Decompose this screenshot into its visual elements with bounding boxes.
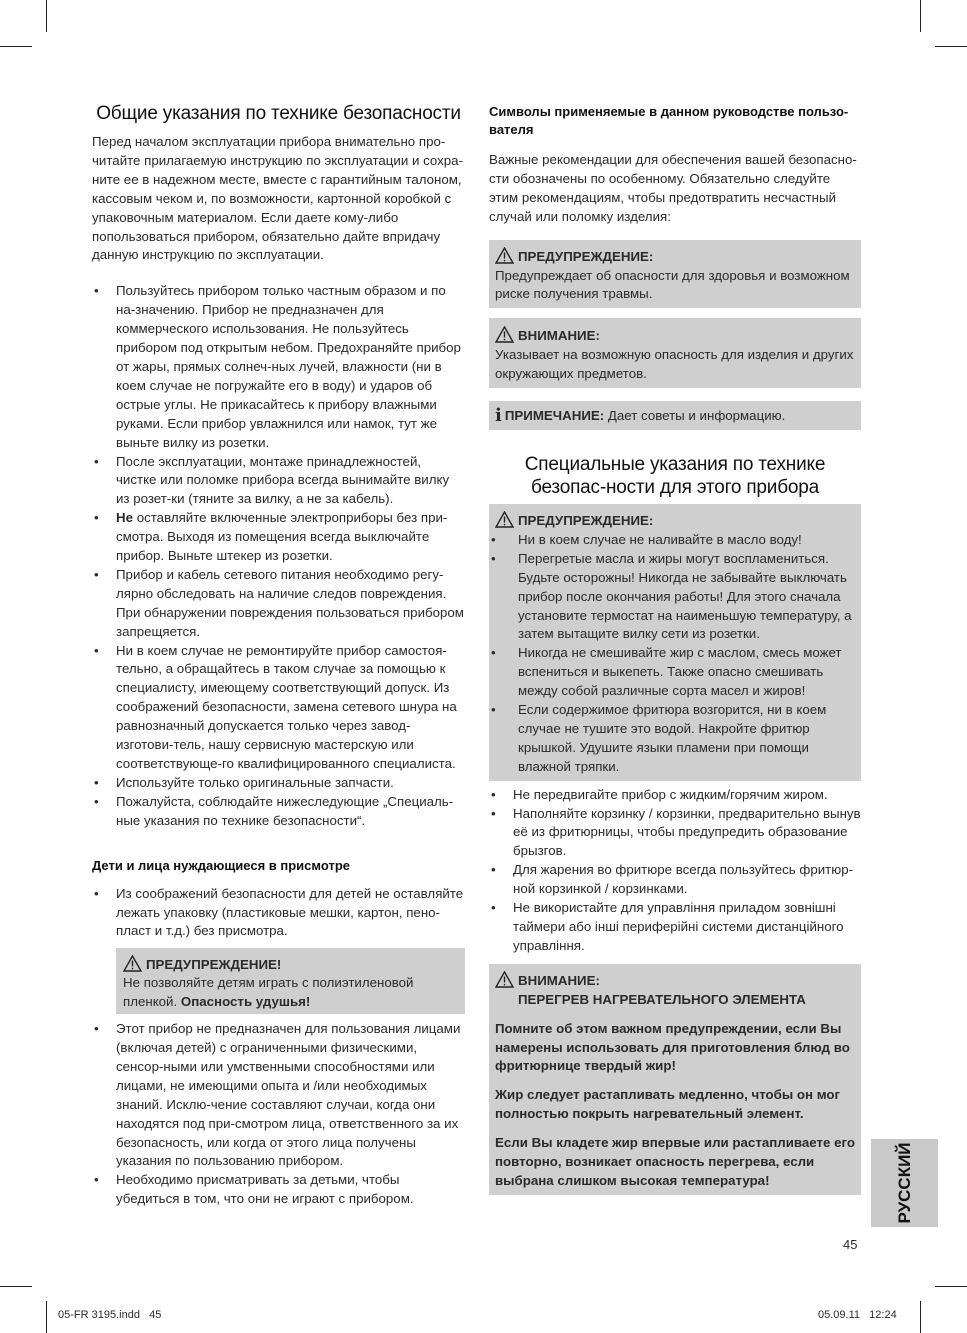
special-warning-list bbox=[489, 531, 855, 777]
warning-triangle-icon bbox=[495, 511, 514, 528]
caution-label: ВНИМАНИЕ: bbox=[518, 328, 600, 344]
crop-mark bbox=[935, 1286, 967, 1287]
children-heading: Дети и лица нуждающиеся в присмотре bbox=[92, 857, 351, 873]
overheat-header bbox=[495, 971, 855, 991]
warning-triangle-icon bbox=[495, 971, 514, 988]
warning-text-bold: Опасность удушья! bbox=[180, 994, 311, 1010]
overheat-label: ВНИМАНИЕ: bbox=[518, 972, 600, 988]
safety-title: Общие указания по технике безопасности bbox=[96, 103, 461, 124]
intro-paragraph: Перед началом эксплуатации прибора внимательно про-читайте прилагаемую инструкцию по эксплуатации и сохра-ните ее в надежном месте, вместе с гарантийным талоном, кассовым чеком и, по возможности, картонной коробкой с упаковочным материалом. Если даете кому-либо попользоваться прибором, обязательно дайте впридачу данную инструкцию по эксплуатации. bbox=[92, 134, 463, 263]
page-number: 45 bbox=[843, 1237, 858, 1252]
warning-triangle-icon bbox=[123, 955, 142, 972]
warning-box-children bbox=[116, 948, 465, 1014]
caution-legend-box bbox=[489, 318, 861, 388]
overheat-paragraph: Помните об этом важном предупреждении, если Вы намерены использовать для приготовления блюд во фритюрнице твердый жир! bbox=[495, 1020, 850, 1074]
list-item: • Этот прибор не предназначен для пользования лицами (включая детей) с ограниченными физическими, сенсор-ными или умственными способностями или лицами, не имеющими опыта и /или необходимых знаний. Исклю-чение составляют случаи, когда они находятся под при-смотром лица, ответственного за их безопасность, или когда от этого лица получены указания по пользованию прибором. bbox=[92, 1020, 465, 1171]
warning-header bbox=[123, 955, 459, 975]
note-legend-box bbox=[489, 401, 861, 430]
right-column bbox=[489, 100, 861, 1195]
crop-mark bbox=[920, 1301, 921, 1333]
warning-triangle-icon bbox=[495, 247, 514, 264]
list-item: • Для жарения во фритюре всегда пользуйтесь фритюр-ной корзинкой / корзинками. bbox=[489, 861, 861, 899]
warning-header bbox=[495, 511, 855, 531]
overheat-paragraph: Жир следует растапливать медленно, чтобы он мог полностью покрыть нагревательный элемент. bbox=[495, 1087, 841, 1122]
crop-mark bbox=[46, 1301, 47, 1333]
caution-legend-text: Указывает на возможную опасность для изделия и других окружающих предметов. bbox=[495, 347, 854, 382]
special-title: Специальные указания по технике безопас-ности для этого прибора bbox=[524, 453, 826, 498]
crop-mark bbox=[46, 0, 47, 32]
list-item-text: оставляйте включенные электроприборы без при-смотра. Выходя из помещения всегда выключайте прибор. Выньте штекер из розетки. bbox=[116, 510, 448, 564]
list-item: • Используйте только оригинальные запчасти. bbox=[92, 774, 465, 793]
people-list bbox=[92, 1020, 465, 1209]
list-item: • Никогда не смешивайте жир с маслом, смесь может вспениться и выкепеть. Также опасно смешивать между собой различные сорта масел и жиров! bbox=[489, 644, 855, 701]
list-item: • Пожалуйста, соблюдайте нижеследующие „Специаль-ные указания по технике безопасности“. bbox=[92, 793, 465, 831]
warning-label: ПРЕДУПРЕЖДЕНИЕ: bbox=[518, 248, 654, 264]
footer-timestamp: 05.09.11 12:24 bbox=[818, 1309, 897, 1321]
list-item: • Перегретые масла и жиры могут воспламениться. Будьте осторожны! Никогда не забывайте выключать прибор после окончания работы! Для этого сначала установите термостат на наименьшую температуру, а затем вытащите вилку сети из розетки. bbox=[489, 550, 855, 645]
fryer-list bbox=[489, 786, 861, 956]
safety-list bbox=[92, 282, 465, 830]
special-warning-box bbox=[489, 504, 861, 781]
list-item: • Из соображений безопасности для детей не оставляйте лежать упаковку (пластиковые мешки, картон, пено-пласт и т.д.) без присмотра. bbox=[92, 885, 465, 942]
list-item: • Ни в коем случае не ремонтируйте прибор самостоя-тельно, а обращайтесь в таком случае за помощью к специалисту, имеющему соответствующий допуск. Из соображений безопасности, замена сетевого шнура на равнозначный допускается только через завод-изготови-тель, нашу сервисную мастерскую или соответствующе-го квалифицированного специалиста. bbox=[92, 642, 465, 774]
crop-mark bbox=[935, 46, 967, 47]
crop-mark bbox=[0, 46, 32, 47]
overheat-paragraph: Если Вы кладете жир впервые или растапливаете его повторно, возникает опасность перегрева, если выбрана слишком высокая температура! bbox=[495, 1135, 855, 1188]
warning-text-main: Не позволяйте детям играть с полиэтиленовой пленкой. bbox=[123, 975, 414, 1010]
warning-legend-text: Предупреждает об опасности для здоровья и возможном риске получения травмы. bbox=[495, 267, 850, 302]
info-icon: i bbox=[495, 405, 502, 427]
list-item bbox=[92, 509, 465, 566]
footer-file-info: 05-FR 3195.indd 45 bbox=[58, 1309, 162, 1321]
bold-word: Не bbox=[116, 510, 133, 526]
note-label: ПРИМЕЧАНИЕ: bbox=[504, 408, 605, 424]
warning-text bbox=[123, 974, 459, 1012]
list-item: • Не передвигайте прибор с жидким/горячим жиром. bbox=[489, 786, 861, 805]
list-item: • Необходимо присматривать за детьми, чтобы убедиться в том, что они не играют с прибором. bbox=[92, 1171, 465, 1209]
list-item: • Наполняйте корзинку / корзинки, предварительно вынув её из фритюрницы, чтобы предупредить образование брызгов. bbox=[489, 805, 861, 862]
left-column bbox=[92, 100, 465, 1209]
overheat-box bbox=[489, 964, 861, 1195]
warning-triangle-icon bbox=[495, 326, 514, 343]
warning-header bbox=[495, 247, 855, 267]
list-item: • Ни в коем случае не наливайте в масло воду! bbox=[489, 531, 855, 550]
list-item: • Если содержимое фритюра возгорится, ни в коем случае не тушите это водой. Накройте фритюр крышкой. Удушите языки пламени при помощи влажной тряпки. bbox=[489, 701, 855, 777]
note-text: Дает советы и информацию. bbox=[604, 408, 786, 424]
overheat-subheader: ПЕРЕГРЕВ НАГРЕВАТЕЛЬНОГО ЭЛЕМЕНТА bbox=[518, 991, 806, 1007]
warning-label: ПРЕДУПРЕЖДЕНИЕ: bbox=[518, 512, 654, 528]
list-item: • После эксплуатации, монтаже принадлежностей, чистке или поломке прибора всегда вынимайте вилку из розет-ки (тяните за вилку, а не за кабель). bbox=[92, 453, 465, 510]
list-item: • Не використайте для управління приладом зовнішні таймери або інші периферійні системи дистанційного управління. bbox=[489, 899, 861, 956]
children-list bbox=[92, 885, 465, 942]
list-item: • Пользуйтесь прибором только частным образом и по на-значению. Прибор не предназначен для коммерческого использования. Не пользуйтесь прибором под открытым небом. Предохраняйте прибор от жары, прямых солнеч-ных лучей, влажности (ни в коем случае не погружайте его в воду) и ударов об острые углы. Не прикасайтесь к прибору влажными руками. Если прибор увлажнился или намок, тут же выньте вилку из розетки. bbox=[92, 282, 465, 452]
caution-header bbox=[495, 326, 855, 346]
symbols-intro: Важные рекомендации для обеспечения вашей безопасно-сти обозначены по особенному. Обязательно следуйте этим рекомендациям, чтобы предотвратить несчастный случай или поломку изделия: bbox=[489, 152, 857, 224]
crop-mark bbox=[0, 1286, 32, 1287]
warning-legend-box bbox=[489, 240, 861, 309]
list-item: • Прибор и кабель сетевого питания необходимо регу-лярно обследовать на наличие следов повреждения. При обнаружении повреждения пользоваться прибором запрещяется. bbox=[92, 566, 465, 642]
symbols-heading: Символы применяемые в данном руководстве пользо-вателя bbox=[489, 104, 849, 137]
crop-mark bbox=[920, 0, 921, 32]
language-tab bbox=[871, 1139, 938, 1227]
language-label: РУССКИЙ bbox=[894, 1142, 914, 1224]
warning-label: ПРЕДУПРЕЖДЕНИЕ! bbox=[146, 957, 282, 973]
